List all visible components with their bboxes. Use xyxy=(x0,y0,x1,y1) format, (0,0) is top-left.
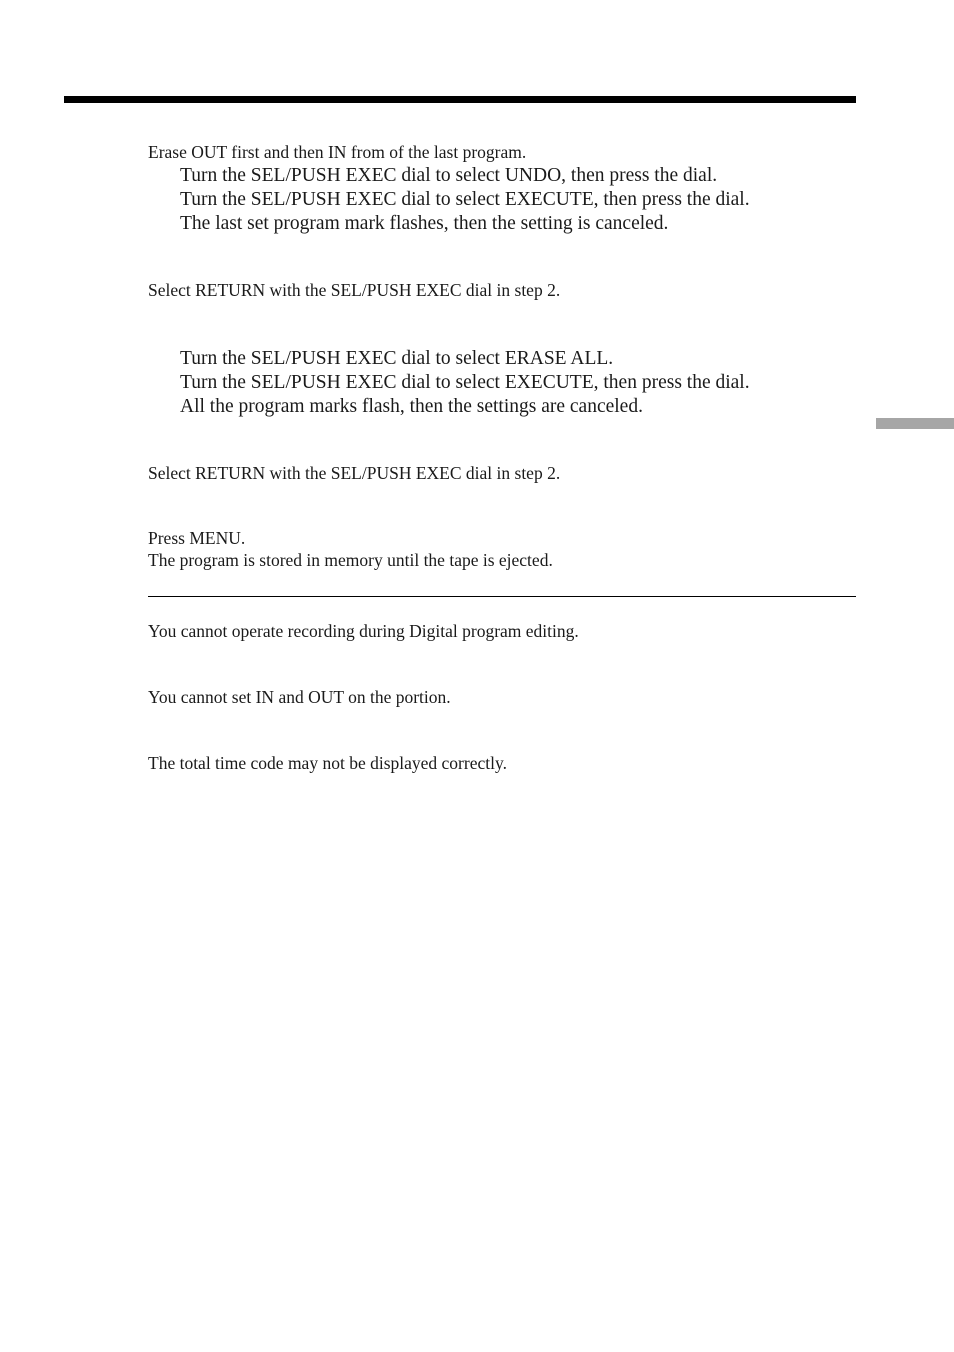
cancel-last-step-1: Turn the SEL/PUSH EXEC dial to select UNDO, then press the dial. xyxy=(180,165,718,186)
cancel-last-step-2: Turn the SEL/PUSH EXEC dial to select EXECUTE, then press the dial. xyxy=(180,189,750,210)
cancel-last-step-3: The last set program mark flashes, then the setting is canceled. xyxy=(180,213,669,234)
erase-all-return-note: Select RETURN with the SEL/PUSH EXEC dial in step 2. xyxy=(148,463,561,483)
erase-all-step-1: Turn the SEL/PUSH EXEC dial to select ERASE ALL. xyxy=(180,348,614,369)
header-rule xyxy=(64,96,856,103)
notes-divider xyxy=(148,596,856,597)
erase-all-step-2: Turn the SEL/PUSH EXEC dial to select EXECUTE, then press the dial. xyxy=(180,372,750,393)
press-menu-instruction: Press MENU. xyxy=(148,528,246,548)
note-time-code: The total time code may not be displayed correctly. xyxy=(148,753,507,773)
note-in-out: You cannot set IN and OUT on the portion. xyxy=(148,687,451,707)
note-recording: You cannot operate recording during Digital program editing. xyxy=(148,621,579,641)
cancel-last-return-note: Select RETURN with the SEL/PUSH EXEC dial in step 2. xyxy=(148,280,561,300)
erase-all-step-3: All the program marks flash, then the settings are canceled. xyxy=(180,396,643,417)
section-tab-marker xyxy=(876,418,954,429)
cancel-last-intro: Erase OUT first and then IN from of the last program. xyxy=(148,142,527,162)
program-stored-note: The program is stored in memory until the tape is ejected. xyxy=(148,550,553,570)
